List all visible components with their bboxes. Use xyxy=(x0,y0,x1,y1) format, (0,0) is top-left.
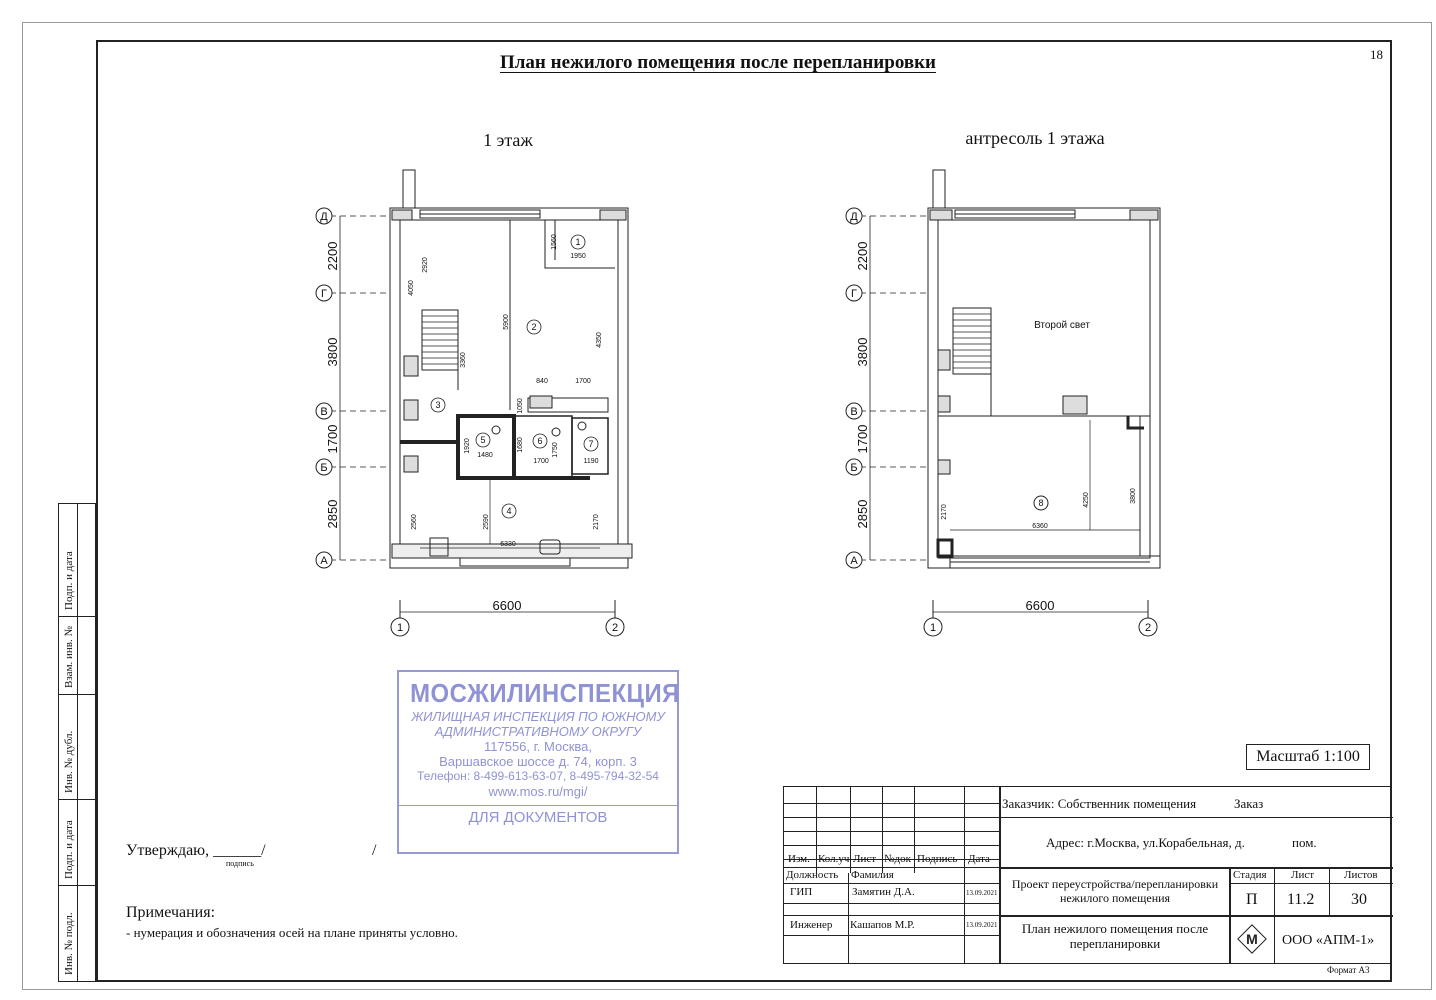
inner-dim: 1190 xyxy=(583,458,599,465)
notes-text: - нумерация и обозначения осей на плане приняты условно. xyxy=(126,925,458,940)
project-name: Проект переустройства/перепланировки нежилого помещения xyxy=(1011,877,1219,905)
sheet-number: 18 xyxy=(1370,47,1383,62)
date: 13.09.2021 xyxy=(966,921,998,929)
side-label: Инв. № дубл. xyxy=(63,730,75,793)
role-header: Должность xyxy=(786,869,839,881)
inner-dim: 3800 xyxy=(1130,488,1137,504)
room-number: 8 xyxy=(1038,498,1044,508)
stamp-line: www.mos.ru/mgi/ xyxy=(488,784,588,799)
notes-heading: Примечания: xyxy=(126,904,216,921)
axis-col-label: 1 xyxy=(396,622,404,634)
floor1-plan xyxy=(300,160,640,640)
side-label: Подп. и дата xyxy=(63,551,75,610)
axis-row-label: Д xyxy=(320,211,328,223)
inner-dim: 1560 xyxy=(551,234,558,250)
inner-dim: 5900 xyxy=(503,314,510,330)
inner-dim: 2590 xyxy=(483,514,490,530)
room-number: 6 xyxy=(537,436,543,446)
inner-dim: 6360 xyxy=(1032,523,1048,530)
inner-dim: 1750 xyxy=(552,442,559,458)
person-name: Кашапов М.Р. xyxy=(850,919,915,931)
address: Адрес: г.Москва, ул.Корабельная, д. xyxy=(1046,835,1245,850)
stamp-line: Варшавское шоссе д. 74, корп. 3 xyxy=(439,754,637,769)
approval-label: Утверждаю, ______/ xyxy=(126,842,266,859)
inner-dim: 4250 xyxy=(1083,492,1090,508)
inner-dim: 6330 xyxy=(500,541,516,548)
axis-col-label: 2 xyxy=(1144,622,1152,634)
stamp-line: 117556, г. Москва, xyxy=(483,739,592,754)
stamp-line: ДЛЯ ДОКУМЕНТОВ xyxy=(399,805,677,826)
inner-dim: 1680 xyxy=(517,437,524,453)
company-logo-icon xyxy=(1234,920,1270,958)
total-width-dim: 6600 xyxy=(1025,598,1055,613)
customer: Заказчик: Собственник помещения xyxy=(1002,796,1197,811)
axis-row-label: А xyxy=(850,555,858,567)
axis-col-label: 2 xyxy=(611,622,619,634)
row-dim: 2200 xyxy=(855,241,870,271)
room-number: 5 xyxy=(480,435,486,445)
inner-dim: 1480 xyxy=(477,452,493,459)
col-header: №док xyxy=(884,853,911,865)
stage-value: П xyxy=(1246,891,1258,908)
inner-dim: 3360 xyxy=(460,352,467,368)
side-cell xyxy=(59,504,97,617)
second-light-label: Второй свет xyxy=(1034,320,1090,331)
sheet-value: 11.2 xyxy=(1287,891,1315,908)
col-header: Изм. xyxy=(788,853,810,865)
mezzanine-plan xyxy=(830,160,1170,640)
date: 13.09.2021 xyxy=(966,889,998,897)
room-number: 2 xyxy=(531,322,537,332)
mezzanine-label: антресоль 1 этажа xyxy=(965,128,1105,148)
approval-slash: / xyxy=(372,842,377,859)
axis-col-label: 1 xyxy=(929,622,937,634)
sheet-header: Лист xyxy=(1291,869,1315,881)
drawing-name: План нежилого помещения после перепланировки xyxy=(1021,921,1209,951)
sheets-value: 30 xyxy=(1351,891,1367,908)
stamp-line: ЖИЛИЩНАЯ ИНСПЕКЦИЯ ПО ЮЖНОМУ xyxy=(411,709,665,724)
row-dim: 2200 xyxy=(325,241,340,271)
side-cell xyxy=(59,617,97,695)
sheets-header: Листов xyxy=(1344,869,1378,881)
inner-dim: 1950 xyxy=(570,253,586,260)
inner-dim: 4050 xyxy=(408,280,415,296)
inner-dim: 4350 xyxy=(596,332,603,348)
person-name: Замятин Д.А. xyxy=(852,886,915,898)
stamp-line: МОСЖИЛИНСПЕКЦИЯ xyxy=(410,678,680,708)
axis-row-label: Г xyxy=(851,288,857,300)
address-suffix: пом. xyxy=(1292,835,1317,850)
col-header: Дата xyxy=(968,853,990,865)
room-number: 1 xyxy=(575,237,581,247)
inner-dim: 1920 xyxy=(464,438,471,454)
axis-row-label: В xyxy=(320,406,328,418)
side-cell xyxy=(59,695,97,800)
col-header: Лист xyxy=(853,853,877,865)
inner-dim: 2920 xyxy=(422,257,429,273)
svg-text:M: M xyxy=(1246,931,1258,947)
inner-dim: 2560 xyxy=(411,514,418,530)
inner-dim: 2170 xyxy=(941,504,948,520)
side-label: Инв. № подл. xyxy=(63,912,75,975)
row-dim: 2850 xyxy=(855,499,870,529)
col-header: Подпись xyxy=(917,853,958,865)
axis-row-label: Г xyxy=(321,288,327,300)
inner-dim: 1050 xyxy=(517,398,524,414)
axis-row-label: Б xyxy=(320,462,328,474)
format-label: Формат А3 xyxy=(1327,965,1370,975)
side-label: Взам. инв. № xyxy=(63,626,75,688)
inner-dim: 1700 xyxy=(575,378,591,385)
inner-dim: 2170 xyxy=(593,514,600,530)
room-number: 7 xyxy=(588,439,594,449)
side-strip xyxy=(58,503,96,982)
axis-row-label: Б xyxy=(850,462,858,474)
row-dim: 1700 xyxy=(325,424,340,454)
order: Заказ xyxy=(1234,796,1264,811)
row-dim: 3800 xyxy=(325,337,340,367)
total-width-dim: 6600 xyxy=(492,598,522,613)
side-cell xyxy=(59,886,97,981)
role: Инженер xyxy=(790,919,833,931)
row-dim: 1700 xyxy=(855,424,870,454)
scale-label: Масштаб 1:100 xyxy=(1246,744,1370,770)
name-header: Фамилия xyxy=(851,869,894,881)
row-dim: 3800 xyxy=(855,337,870,367)
inner-dim: 840 xyxy=(536,378,548,385)
stamp-line: АДМИНИСТРАТИВНОМУ ОКРУГУ xyxy=(434,724,642,739)
col-header: Кол.уч xyxy=(818,853,850,865)
sign-caption: подпись xyxy=(226,859,254,868)
company-name: ООО «АПМ-1» xyxy=(1282,933,1375,948)
stamp-line: Телефон: 8-499-613-63-07, 8-495-794-32-54 xyxy=(417,769,659,783)
inspection-stamp xyxy=(397,670,679,854)
axis-row-label: В xyxy=(850,406,858,418)
axis-row-label: Д xyxy=(850,211,858,223)
axis-row-label: А xyxy=(320,555,328,567)
floor1-label: 1 этаж xyxy=(483,130,533,150)
drawing-title: План нежилого помещения после перепланировки xyxy=(499,52,937,73)
row-dim: 2850 xyxy=(325,499,340,529)
side-label: Подп. и дата xyxy=(63,820,75,879)
title-block xyxy=(783,786,1392,964)
room-number: 4 xyxy=(506,506,512,516)
stage-header: Стадия xyxy=(1233,869,1267,881)
side-cell xyxy=(59,800,97,886)
inner-dim: 1700 xyxy=(533,458,549,465)
role: ГИП xyxy=(790,886,813,898)
room-number: 3 xyxy=(435,400,441,410)
